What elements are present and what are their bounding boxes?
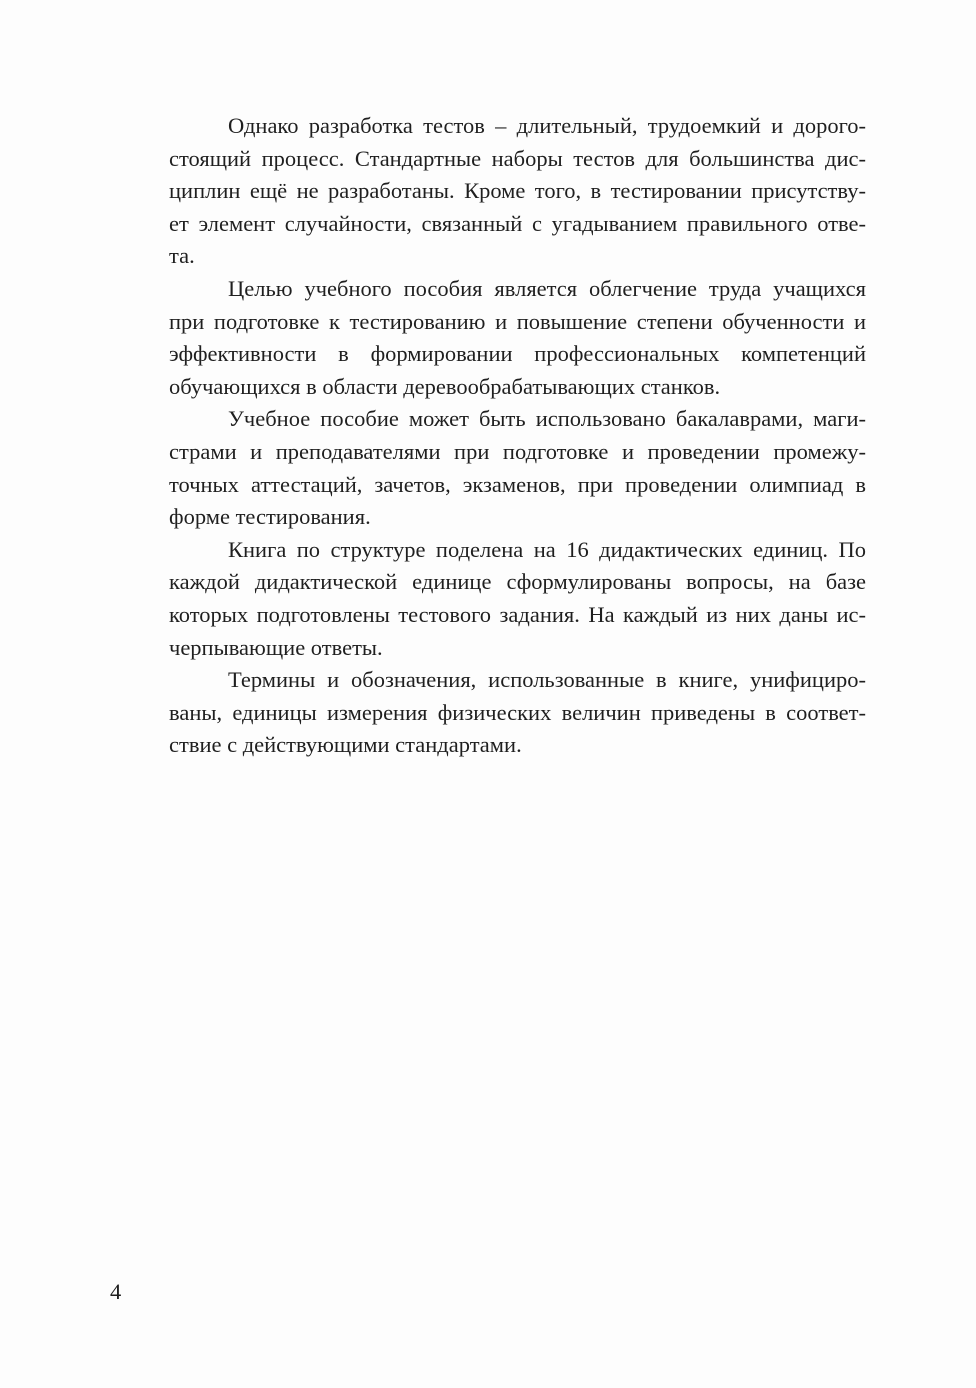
text-line: ствие с действующими стандартами. xyxy=(169,732,522,758)
page-number: 4 xyxy=(110,1279,122,1304)
text-line: Книга по структуре поделена на 16 дидактических единиц. По xyxy=(228,536,866,562)
paragraph-4 xyxy=(110,534,866,664)
text-line: циплин ещё не разработаны. Кроме того, в тестировании присутству- xyxy=(169,178,866,204)
paragraph-3 xyxy=(110,403,866,533)
text-line: Учебное пособие может быть использовано бакалаврами, маги- xyxy=(228,406,866,432)
text-line: ваны, единицы измерения физических величин приведены в соответ- xyxy=(169,699,866,725)
text-line: обучающихся в области деревообрабатывающих станков. xyxy=(169,373,721,399)
text-line: форме тестирования. xyxy=(169,504,371,530)
text-line: Однако разработка тестов – длительный, трудоемкий и дорого- xyxy=(228,113,866,138)
body-text xyxy=(110,110,866,762)
text-line: Целью учебного пособия является облегчение труда учащихся xyxy=(228,275,866,301)
text-line: каждой дидактической единице сформулированы вопросы, на базе xyxy=(169,569,866,595)
text-line: та. xyxy=(169,243,195,269)
text-line: черпывающие ответы. xyxy=(169,634,383,660)
text-line: эффективности в формировании профессиональных компетенций xyxy=(169,341,866,367)
text-line: Термины и обозначения, использованные в книге, унифициро- xyxy=(228,667,866,693)
text-line: которых подготовлены тестового задания. На каждый из них даны ис- xyxy=(169,601,866,627)
text-line: ет элемент случайности, связанный с угадыванием правильного отве- xyxy=(169,210,866,236)
paragraph-2 xyxy=(110,273,866,403)
paragraph-1 xyxy=(110,110,866,273)
text-line: стоящий процесс. Стандартные наборы тестов для большинства дис- xyxy=(169,145,866,171)
paragraph-5 xyxy=(110,664,866,762)
text-line: при подготовке к тестированию и повышение степени обученности и xyxy=(169,308,866,334)
text-line: точных аттестаций, зачетов, экзаменов, при проведении олимпиад в xyxy=(169,471,866,497)
text-line: страми и преподавателями при подготовке и проведении промежу- xyxy=(169,438,866,464)
